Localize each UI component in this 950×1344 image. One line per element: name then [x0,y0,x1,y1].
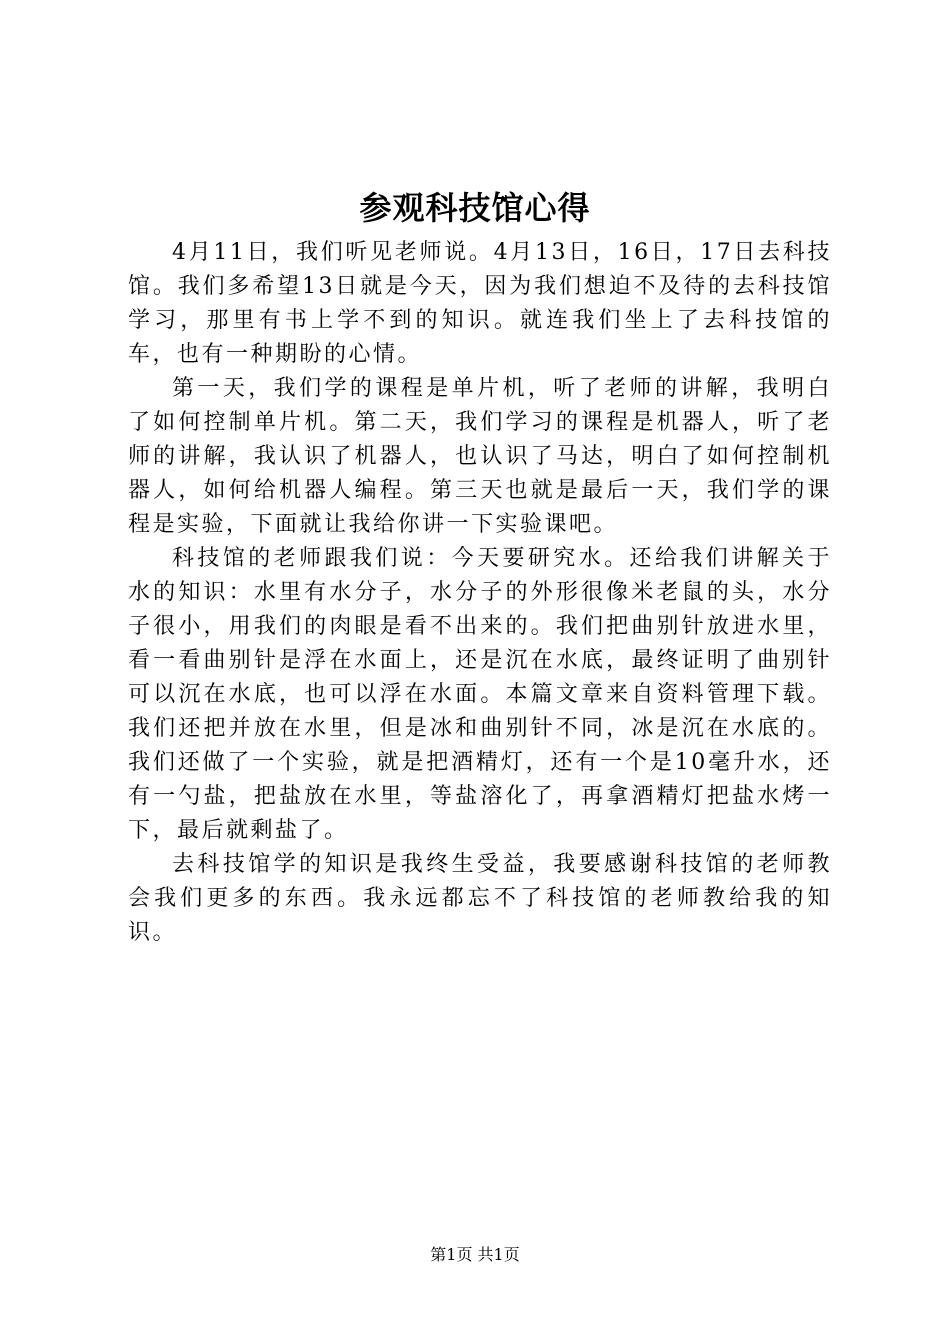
document-title: 参观科技馆心得 [359,189,591,227]
paragraph-3: 科技馆的老师跟我们说：今天要研究水。还给我们讲解关于水的知识：水里有水分子，水分子的外形很像米老鼠的头，水分子很小，用我们的肉眼是看不出来的。我们把曲别针放进水里，看一看曲别针是浮在水面上，还是沉在水底，最终证明了曲别针可以沉在水底，也可以浮在水面。本篇文章来自资料管理下载。我们还把并放在水里，但是冰和曲别针不同，冰是沉在水底的。我们还做了一个实验，就是把酒精灯，还有一个是10毫升水，还有一勺盐，把盐放在水里，等盐溶化了，再拿酒精灯把盐水烤一下，最后就剩盐了。 [128,546,832,843]
paragraph-1: 4月11日，我们听见老师说。4月13日，16日，17日去科技馆。我们多希望13日就是今天，因为我们想迫不及待的去科技馆学习，那里有书上学不到的知识。就连我们坐上了去科技馆的车，也有一种期盼的心情。 [128,240,832,367]
paragraph-4: 去科技馆学的知识是我终生受益，我要感谢科技馆的老师教会我们更多的东西。我永远都忘不了科技馆的老师教给我的知识。 [128,852,832,945]
paragraph-2: 第一天，我们学的课程是单片机，听了老师的讲解，我明白了如何控制单片机。第二天，我们学习的课程是机器人，听了老师的讲解，我认识了机器人，也认识了马达，明白了如何控制机器人，如何给机器人编程。第三天也就是最后一天，我们学的课程是实验，下面就让我给你讲一下实验课吧。 [128,376,832,537]
page-footer: 第1页 共1页 [430,1245,520,1264]
document-body [128,236,832,950]
